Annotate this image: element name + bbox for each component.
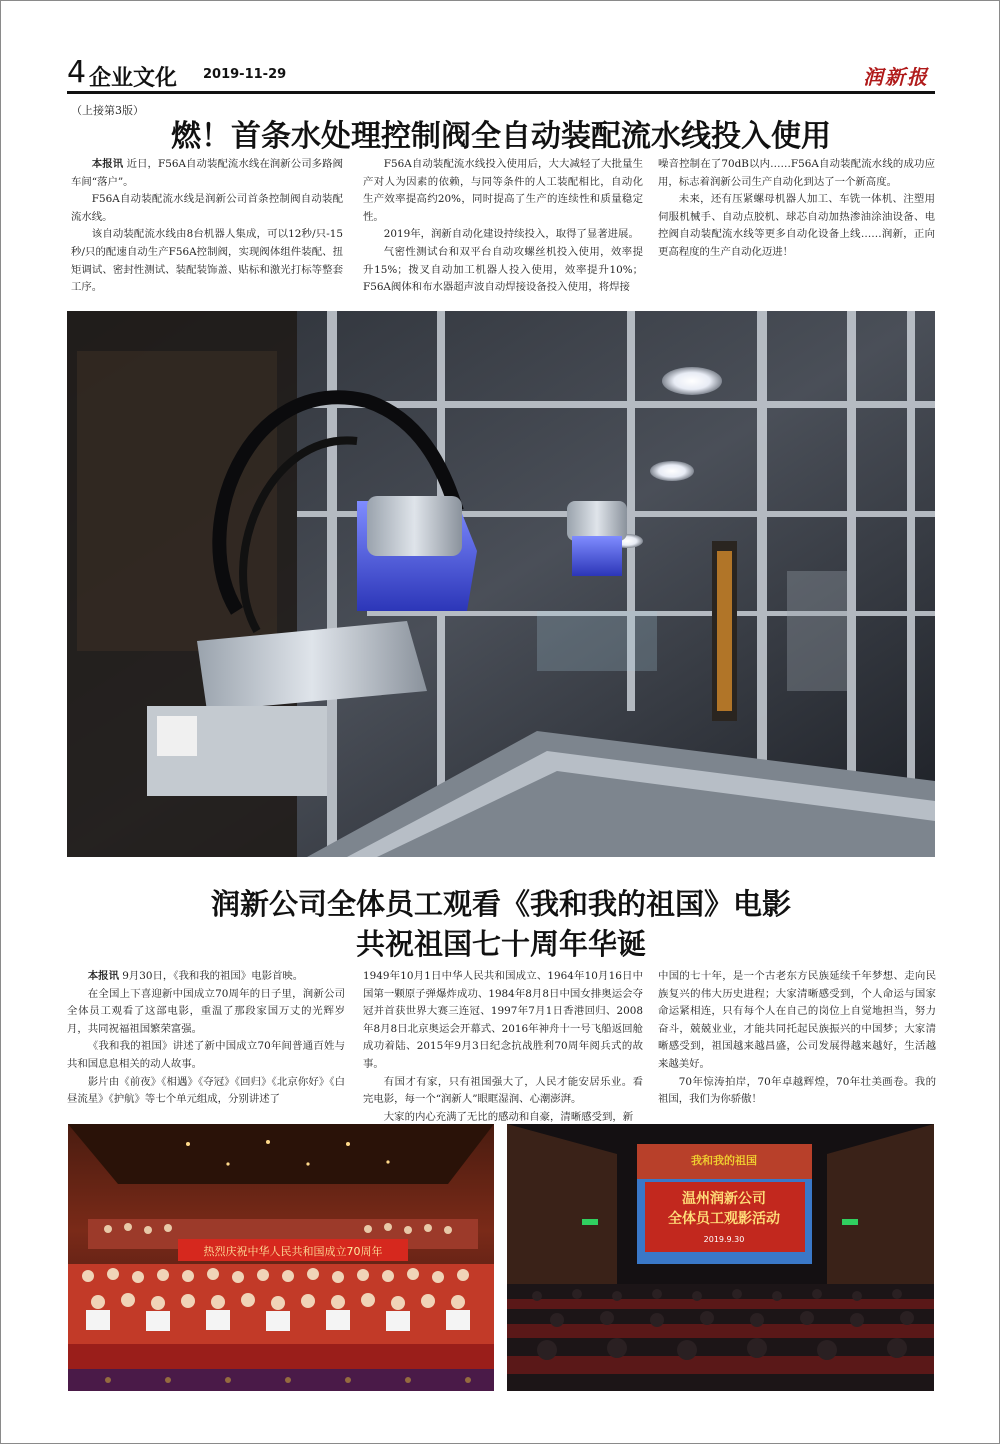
screen-line-1: 温州润新公司 bbox=[682, 1191, 766, 1207]
paragraph: 1949年10月1日中华人民共和国成立、1964年10月16日中国第一颗原子弹爆炸成功、1984年8月8日中国女排奥运会夺冠并首获世界大赛三连冠、1997年7月1日香港回归、2008年8月8日北京奥运会开幕式、2016年神舟十一号飞船返回舱成功着陆、2015年9月3日纪念抗战胜利70周年阅兵式的故事。 bbox=[363, 970, 643, 1070]
paragraph: 在全国上下喜迎新中国成立70周年的日子里，润新公司全体员工观看了这部电影，重温了那段家国万丈的光辉岁月，共同祝福祖国繁荣富强。 bbox=[67, 987, 345, 1035]
paragraph: 气密性测试台和双平台自动攻螺丝机投入使用，效率提升15%；拨叉自动加工机器人投入使用，效率提升10%；F56A阀体和布水器超声波自动焊接设备投入使用，将焊接 bbox=[363, 245, 643, 294]
paragraph: 近日，F56A自动装配流水线在润新公司多路阀车间“落户”。 bbox=[71, 158, 343, 188]
paragraph: 70年惊涛拍岸，70年卓越辉煌，70年壮美画卷。我的祖国，我们为你骄傲！ bbox=[658, 1075, 936, 1106]
paragraph: 影片由《前夜》《相遇》《夺冠》《回归》《北京你好》《白昼流星》《护航》等七个单元组成，分别讲述了 bbox=[67, 1075, 345, 1106]
article1-column-2 bbox=[363, 156, 643, 297]
masthead-logo: 润新报 bbox=[863, 65, 929, 89]
paragraph: 有国才有家，只有祖国强大了，人民才能安居乐业。看完电影，每一个“润新人”眼眶湿润、心潮澎湃。 bbox=[363, 1075, 643, 1106]
section-title: 企业文化 bbox=[89, 66, 178, 91]
article1-headline: 燃！首条水处理控制阀全自动装配流水线投入使用 bbox=[171, 119, 831, 154]
page-header bbox=[67, 55, 935, 91]
page-number: 4 bbox=[67, 55, 87, 90]
paragraph: 该自动装配流水线由8台机器人集成，可以12秒/只-15秒/只的配速自动生产F56A控制阀，实现阀体组件装配、扭矩调试、密封性测试、装配装饰盖、贴标和激光打标等整套工序。 bbox=[71, 228, 343, 294]
paragraph: 未来，还有压紧螺母机器人加工、车铣一体机、注塑用伺服机械手、自动点胶机、球芯自动加热渗油涂油设备、电控阀自动装配流水线等更多自动化设备上线……润新，正向更高程度的生产自动化迈进！ bbox=[658, 193, 935, 258]
paragraph: 噪音控制在了70dB以内……F56A自动装配流水线的成功应用，标志着润新公司生产自动化到达了一个新高度。 bbox=[658, 158, 935, 188]
article1-column-3 bbox=[658, 156, 935, 262]
dateline: 本报讯 bbox=[91, 158, 124, 170]
celebration-banner-text: 热烈庆祝中华人民共和国成立70周年 bbox=[203, 1245, 383, 1258]
screen-line-2: 全体员工观影活动 bbox=[668, 1211, 780, 1227]
paragraph: 《我和我的祖国》讲述了新中国成立70年间普通百姓与共和国息息相关的动人故事。 bbox=[67, 1040, 345, 1070]
group-photo-cinema bbox=[68, 1124, 494, 1391]
continued-note: （上接第3版） bbox=[71, 104, 144, 117]
paragraph: F56A自动装配流水线投入使用后，大大减轻了大批量生产对人为因素的依赖，与同等条件的人工装配相比，自动化生产效率提高约20%，同时提高了生产的连续性和质量稳定性。 bbox=[363, 158, 643, 223]
paragraph: 大家的内心充满了无比的感动和自豪，清晰感受到，新 bbox=[383, 1110, 634, 1123]
paragraph: F56A自动装配流水线是润新公司首条控制阀自动装配流水线。 bbox=[71, 193, 343, 223]
header-rule bbox=[67, 91, 935, 94]
article2-column-1 bbox=[67, 968, 345, 1109]
paragraph: 2019年，润新自动化建设持续投入，取得了显著进展。 bbox=[383, 228, 639, 241]
article2-column-3 bbox=[658, 968, 936, 1109]
screen-date: 2019.9.30 bbox=[703, 1235, 745, 1244]
issue-date: 2019-11-29 bbox=[203, 67, 287, 82]
cinema-screen-photo bbox=[507, 1124, 934, 1391]
paragraph: 9月30日，《我和我的祖国》电影首映。 bbox=[118, 970, 304, 982]
article1-column-1 bbox=[71, 156, 343, 297]
screen-film-title: 我和我的祖国 bbox=[691, 1154, 757, 1167]
dateline: 本报讯 bbox=[87, 970, 119, 982]
assembly-line-photo bbox=[67, 311, 935, 857]
article2-headline-line2: 共祝祖国七十周年华诞 bbox=[355, 927, 646, 961]
article2-headline-line1: 润新公司全体员工观看《我和我的祖国》电影 bbox=[210, 887, 791, 921]
article2-column-2 bbox=[363, 968, 643, 1126]
paragraph: 中国的七十年，是一个古老东方民族延续千年梦想、走向民族复兴的伟大历史进程；大家清晰感受到，个人命运与国家命运紧相连，只有每个人在自己的岗位上自觉地担当，努力奋斗，兢兢业业，才能共同托起民族振兴的中国梦；大家清晰感受到，祖国越来越昌盛，公司发展得越来越好，生活越来越美好。 bbox=[658, 970, 936, 1070]
